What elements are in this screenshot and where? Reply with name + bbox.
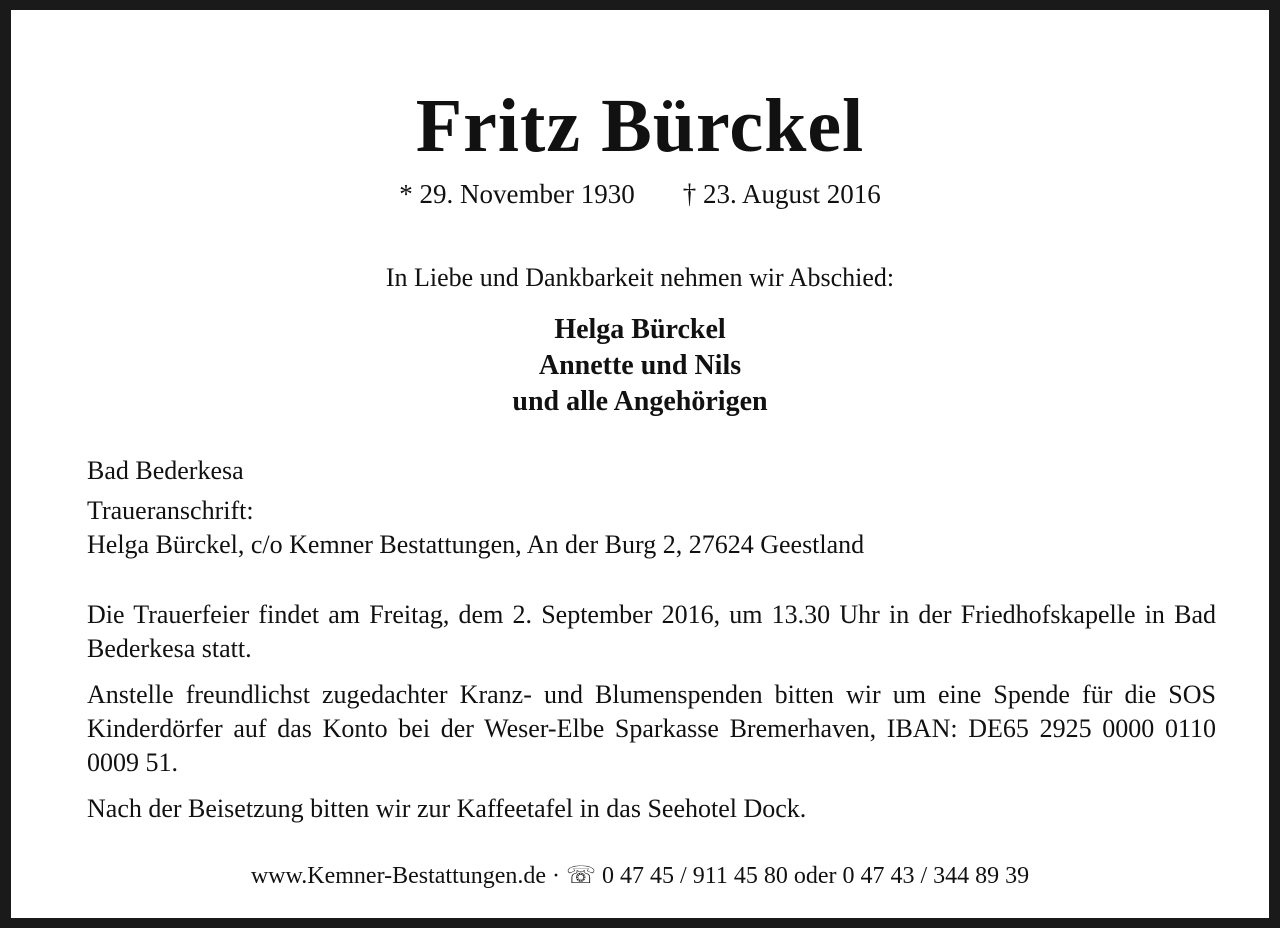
mourners-list: [11, 312, 1269, 420]
place-of-residence: Bad Bederkesa: [87, 456, 244, 485]
ceremony-info: Die Trauerfeier findet am Freitag, dem 2. September 2016, um 13.30 Uhr in der Friedhofskapelle in Bad Bederkesa statt.: [87, 600, 1216, 663]
birth-date: * 29. November 1930: [399, 179, 635, 209]
life-dates: [11, 176, 1269, 212]
death-date: † 23. August 2016: [682, 179, 881, 209]
farewell-intro: In Liebe und Dankbarkeit nehmen wir Abschied:: [385, 263, 895, 292]
deceased-name: Fritz Bürckel: [415, 84, 865, 168]
coffee-reception-info: Nach der Beisetzung bitten wir zur Kaffeetafel in das Seehotel Dock.: [87, 794, 807, 823]
mourner-line: Annette und Nils: [538, 350, 742, 381]
mourner-line: und alle Angehörigen: [512, 386, 768, 417]
donation-info: Anstelle freundlichst zugedachter Kranz- und Blumenspenden bitten wir um eine Spende für die SOS Kinderdörfer auf das Konto bei der Weser-Elbe Sparkasse Bremerhaven, IBAN: DE65 2925 0000 0110 0009 51.: [87, 680, 1216, 777]
mourning-address: Helga Bürckel, c/o Kemner Bestattungen, An der Burg 2, 27624 Geestland: [87, 530, 865, 559]
funeral-home-contact: www.Kemner-Bestattungen.de · ☏ 0 47 45 / 911 45 80 oder 0 47 43 / 344 89 39: [250, 863, 1030, 889]
mourner-line: Helga Bürckel: [554, 314, 726, 345]
mourning-address-label: Traueranschrift:: [87, 496, 254, 525]
